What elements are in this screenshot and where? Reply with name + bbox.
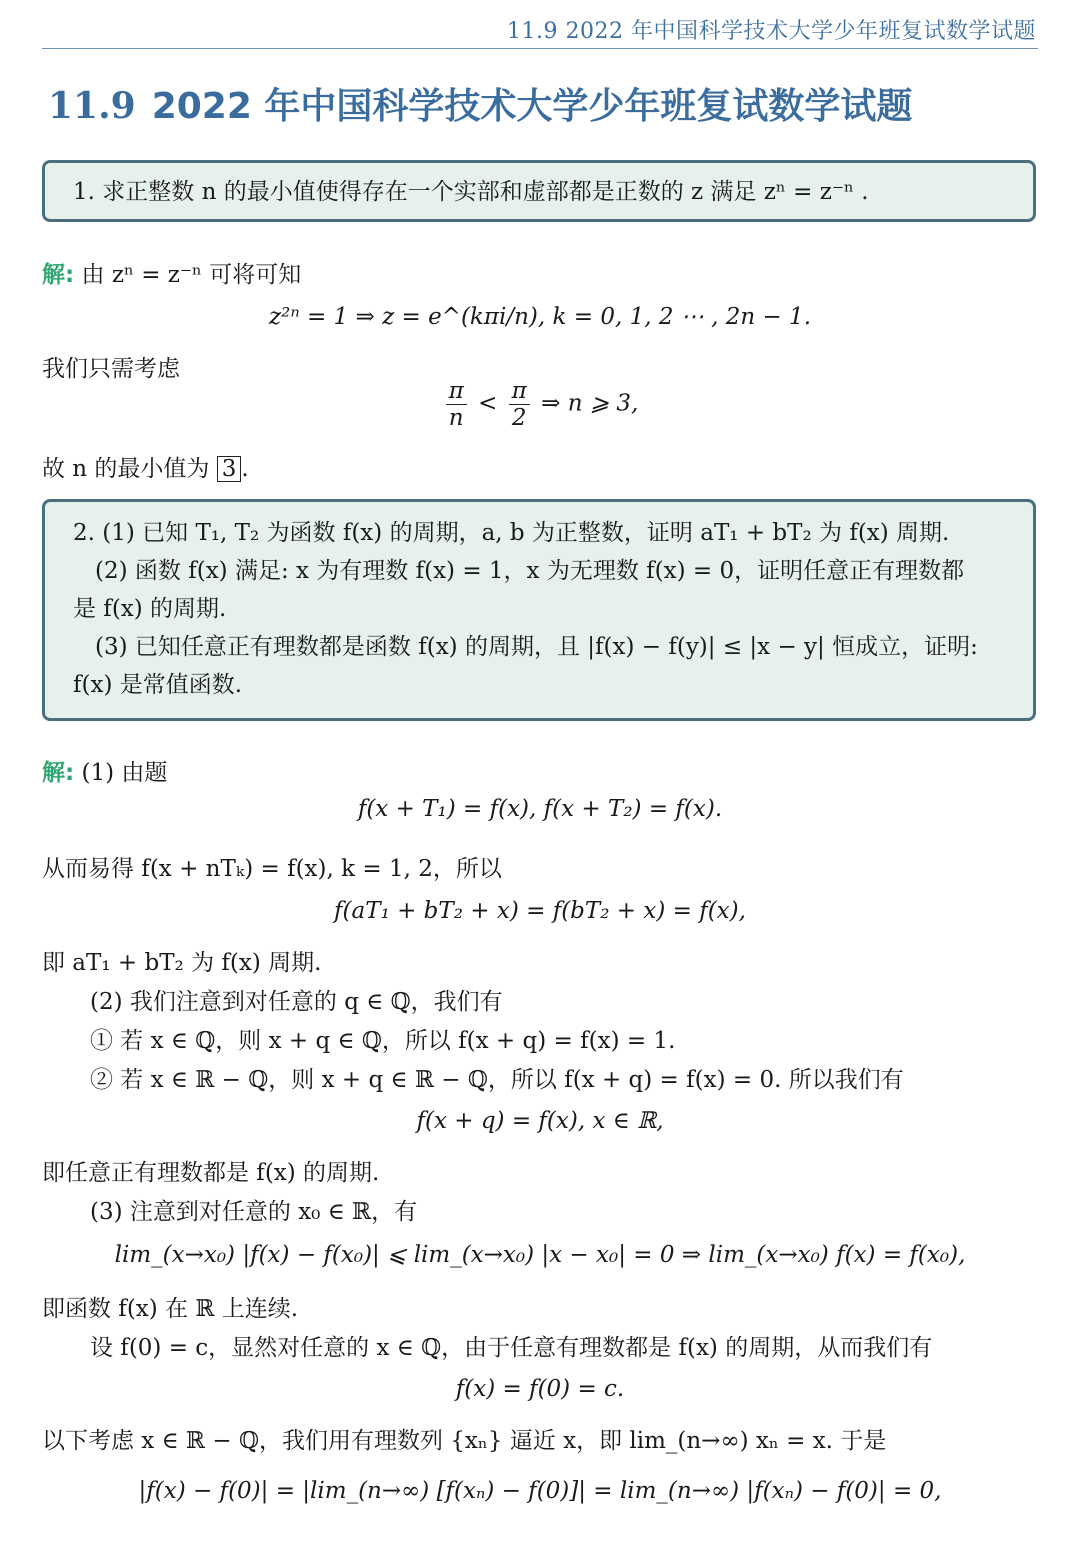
solution-2-irrational: 以下考虑 x ∈ ℝ − ℚ，我们用有理数列 {xₙ} 逼近 x，即 lim_(n→∞) xₙ = x. 于是 [42, 1428, 887, 1454]
solution-2-period: 即任意正有理数都是 f(x) 的周期. [42, 1160, 380, 1186]
solution-2-case-1: ① 若 x ∈ ℚ，则 x + q ∈ ℚ，所以 f(x + q) = f(x) = 1. [90, 1028, 676, 1054]
solution-2-p1-intro: (1) 由题 [81, 760, 168, 786]
section-title [48, 78, 912, 129]
section-number: 11.9 [48, 85, 136, 127]
eq2-tail: ⇒ n ⩾ 3, [541, 390, 639, 417]
problem-2-line-3: 是 f(x) 的周期. [73, 596, 227, 622]
solution-2-from: 从而易得 f(x + nTₖ) = f(x), k = 1, 2，所以 [42, 856, 502, 882]
header-rule [42, 48, 1038, 49]
section-title-text: 2022 年中国科学技术大学少年班复试数学试题 [151, 86, 913, 127]
solution-2-set: 设 f(0) = c，显然对任意的 x ∈ ℚ，由于任意有理数都是 f(x) 的周期，从而我们有 [90, 1335, 933, 1361]
fraction-numerator: π [509, 378, 530, 405]
problem-1-text: 1. 求正整数 n 的最小值使得存在一个实部和虚部都是正数的 z 满足 zⁿ = z⁻ⁿ . [73, 179, 869, 205]
problem-2-line-1: 2. (1) 已知 T₁, T₂ 为函数 f(x) 的周期，a, b 为正整数，证明 aT₁ + bT₂ 为 f(x) 周期. [73, 520, 950, 546]
fraction [509, 378, 530, 431]
solution-2-continuous: 即函数 f(x) 在 ℝ 上连续. [42, 1296, 299, 1322]
problem-1-box [42, 160, 1036, 222]
problem-2-line-4: (3) 已知任意正有理数都是函数 f(x) 的周期，且 |f(x) − f(y)| ≤ |x − y| 恒成立，证明: [95, 634, 978, 660]
solution-2-eq4: lim_(x→x₀) |f(x) − f(x₀)| ⩽ lim_(x→x₀) |x − x₀| = 0 ⇒ lim_(x→x₀) f(x) = f(x₀), [114, 1242, 966, 1268]
boxed-answer: 3 [217, 456, 242, 482]
conclusion-period: . [241, 456, 249, 482]
solution-2-intro [42, 754, 167, 787]
problem-2-line-2: (2) 函数 f(x) 满足: x 为有理数 f(x) = 1，x 为无理数 f(x) = 0，证明任意正有理数都 [95, 558, 965, 584]
conclusion-text: 故 n 的最小值为 [42, 456, 210, 482]
running-header: 11.9 2022 年中国科学技术大学少年班复试数学试题 [507, 19, 1036, 44]
solution-2-p2-intro: (2) 我们注意到对任意的 q ∈ ℚ，我们有 [90, 989, 503, 1015]
solution-2-eq6: |f(x) − f(0)| = |lim_(n→∞) [f(xₙ) − f(0)]| = lim_(n→∞) |f(xₙ) − f(0)| = 0, [138, 1478, 942, 1504]
fraction-denominator: n [448, 405, 464, 431]
solution-2-eq2: f(aT₁ + bT₂ + x) = f(bT₂ + x) = f(x), [334, 898, 746, 924]
solution-2-p3-intro: (3) 注意到对任意的 x₀ ∈ ℝ，有 [90, 1199, 418, 1225]
solution-2-so: 即 aT₁ + bT₂ 为 f(x) 周期. [42, 950, 322, 976]
fraction [446, 378, 467, 431]
solution-label: 解: [42, 760, 75, 786]
solution-2-case-2: ② 若 x ∈ ℝ − ℚ，则 x + q ∈ ℝ − ℚ，所以 f(x + q) = f(x) = 0. 所以我们有 [90, 1067, 904, 1093]
less-than: < [478, 390, 498, 417]
solution-2-eq5: f(x) = f(0) = c. [455, 1376, 625, 1402]
fraction-numerator: π [446, 378, 467, 405]
solution-1-intro-text: 由 zⁿ = z⁻ⁿ 可将可知 [81, 262, 302, 288]
solution-1-conclusion [42, 450, 249, 483]
problem-2-box [42, 499, 1036, 721]
solution-2-eq1: f(x + T₁) = f(x), f(x + T₂) = f(x). [357, 796, 723, 822]
solution-1-eq1: z²ⁿ = 1 ⇒ z = e^(kπi/n), k = 0, 1, 2 ⋯ , 2n − 1. [268, 304, 812, 330]
fraction-denominator: 2 [511, 405, 527, 431]
solution-2-eq3: f(x + q) = f(x), x ∈ ℝ, [416, 1108, 664, 1134]
solution-1-eq2 [0, 378, 1080, 431]
problem-2-line-5: f(x) 是常值函数. [73, 672, 243, 698]
solution-label: 解: [42, 262, 75, 288]
solution-1-intro [42, 256, 301, 289]
solution-1-consider: 我们只需考虑 [42, 356, 180, 382]
